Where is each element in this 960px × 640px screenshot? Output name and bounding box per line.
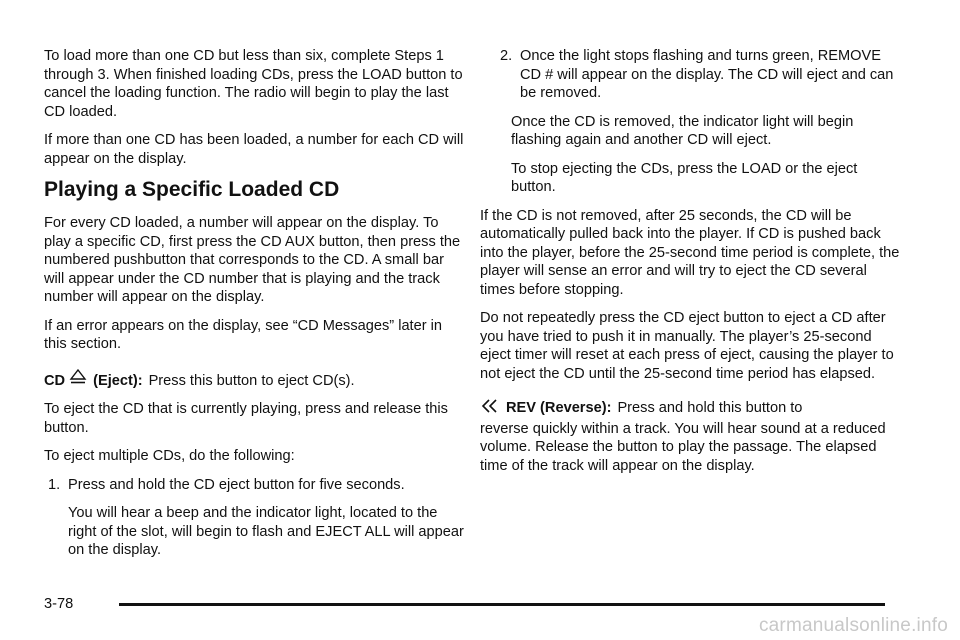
step-1-text: Press and hold the CD eject button for five seconds.: [68, 476, 405, 493]
step-2: [480, 47, 900, 103]
paragraph-eject-current: To eject the CD that is currently playing, press and release this button.: [44, 401, 448, 436]
eject-label-prefix: CD: [44, 372, 66, 389]
rev-description-inline: Press and hold this button to: [617, 400, 803, 416]
eject-icon: [69, 368, 87, 386]
section-heading: Playing a Specific Loaded CD: [44, 178, 340, 201]
page-number: 3-78: [44, 596, 74, 612]
step-1-number: 1.: [48, 476, 61, 493]
step-1: [44, 476, 464, 495]
paragraph-eject-multiple: To eject multiple CDs, do the following:: [44, 448, 295, 464]
rev-description: reverse quickly within a track. You will hear sound at a reduced volume. Release the button to play the passage. The elapsed time of the track will appear on the display.: [480, 420, 886, 474]
paragraph-do-not-repeat: Do not repeatedly press the CD eject button to eject a CD after you have tried to push it in manually. The player’s 25-second eject timer will reset at each press of eject, causing the player to not eject the CD until the 25-second time period has elapsed.: [480, 310, 894, 382]
step-2-detail-1: Once the CD is removed, the indicator light will begin flashing again and another CD will eject.: [511, 113, 854, 148]
paragraph-play-specific: For every CD loaded, a number will appear on the display. To play a specific CD, first press the CD AUX button, then press the numbered pushbutton that corresponds to the CD. A small bar will appear under the CD number that is playing and the track number will appear on the display.: [44, 215, 461, 305]
rev-entry: [480, 399, 900, 418]
paragraph-number-display: If more than one CD has been loaded, a number for each CD will appear on the display.: [44, 132, 464, 167]
eject-entry: [44, 372, 464, 391]
paragraph-error: If an error appears on the display, see “CD Messages” later in this section.: [44, 317, 442, 352]
eject-label-suffix: (Eject):: [93, 372, 143, 389]
rev-label: REV (Reverse):: [506, 400, 612, 416]
step-2-number: 2.: [500, 48, 513, 64]
paragraph-not-removed: If the CD is not removed, after 25 seconds, the CD will be automatically pulled back into the player. If CD is pushed back into the player, before the 25-second time period is complete, the player will sense an error and will try to eject the CD several times before stopping.: [480, 207, 900, 298]
step-1-detail: You will hear a beep and the indicator light, located to the right of the slot, will begin to flash and EJECT ALL will appear on the display.: [68, 505, 464, 558]
footer-rule: [119, 603, 885, 606]
step-2-detail-2: To stop ejecting the CDs, press the LOAD or the eject button.: [511, 160, 858, 195]
watermark: carmanualsonline.info: [758, 615, 948, 636]
rewind-icon: [480, 397, 500, 415]
paragraph-load-multiple: To load more than one CD but less than six, complete Steps 1 through 3. When finished loading CDs, press the LOAD button to cancel the loading function. The radio will begin to play the last CD loaded.: [44, 48, 463, 120]
eject-description: Press this button to eject CD(s).: [148, 372, 355, 389]
left-column: [44, 47, 464, 570]
right-column: [480, 47, 900, 485]
step-2-text: Once the light stops flashing and turns green, REMOVE CD # will appear on the display. The CD will eject and can be removed.: [520, 48, 894, 101]
